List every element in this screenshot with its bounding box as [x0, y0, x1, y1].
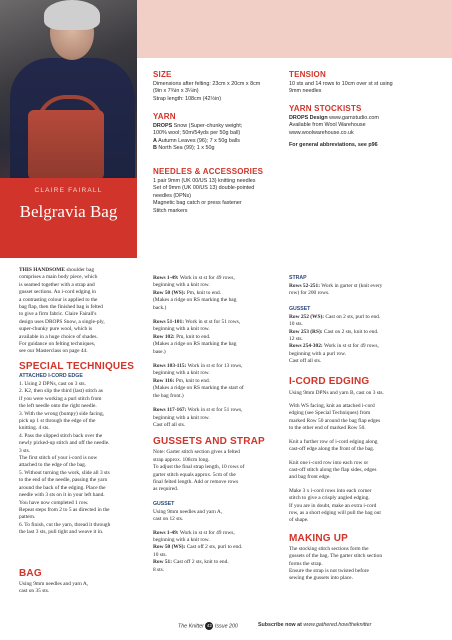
special-line: You have now completed 1 row.	[19, 499, 89, 506]
special-line: the last 3 sts, pull tight and weave it in.	[19, 529, 104, 536]
icord-line: Knit a further row of i-cord edging along	[289, 438, 378, 445]
special-line: pattern.	[19, 514, 36, 521]
icord-line: Using 9mm DPNs and yarn B, cast on 3 sts.	[289, 389, 384, 396]
model-hair	[44, 0, 100, 30]
size-line: Dimensions after felting: 23cm x 20cm x 8cm	[153, 81, 261, 87]
special-line: around the back of the edging. Place the	[19, 484, 106, 491]
footer	[0, 620, 452, 632]
row-text: back.)	[153, 304, 167, 311]
column-3	[289, 275, 439, 583]
needles-line: 1 pair 9mm (UK 00/US 13) knitting needles	[153, 178, 256, 184]
needles-line: needles (DPNs)	[153, 192, 192, 199]
page-number: 42	[206, 623, 212, 628]
tension-heading: TENSION	[289, 70, 326, 79]
gusset-note: garter stitch equals approx. 5cm of the	[153, 471, 236, 478]
designer-name: CLAIRE FAIRALL	[34, 187, 103, 194]
special-line: the left needle onto the right needle.	[19, 403, 97, 410]
gusset-note: strap approx. 108cm long.	[153, 456, 210, 463]
intro-line: gusset sections. An i-cord edging in	[19, 289, 96, 296]
bag-section	[19, 568, 147, 596]
row-text: 12 sts.	[289, 336, 303, 343]
intro-line: super-chunky pure wool, which is	[19, 326, 93, 333]
row-text: (Makes a ridge on RS marking the bag	[153, 341, 237, 348]
intro-line: comprises a main body piece, which	[19, 274, 98, 281]
row-label: Rows 1-49:	[153, 275, 179, 281]
yarn-line: 100% wool; 50m/54yds per 50g ball)	[153, 130, 241, 137]
intro-section	[19, 267, 147, 356]
row-text: Cast off all sts.	[289, 358, 322, 365]
row-label: Row 51:	[153, 559, 173, 566]
bag-heading: BAG	[19, 568, 42, 579]
row-label: Rows 51-101:	[153, 319, 184, 326]
icord-line: Make 3 x i-cord rows into each corner	[289, 487, 372, 494]
stockist-line: www.woolwarehouse.co.uk	[289, 129, 354, 136]
footer-left	[178, 622, 238, 630]
special-line: 3 sts.	[19, 447, 31, 454]
row-label: Row 253 (RS):	[289, 328, 323, 335]
row-text: beginning with a knit row.	[153, 536, 210, 543]
icord-line: Knit one i-cord row into each row or	[289, 459, 369, 466]
gusset-sub-2: GUSSET	[289, 305, 311, 312]
size-section	[153, 70, 293, 103]
magazine-name: The Knitter	[178, 623, 204, 630]
icord-line: cast-off edge along the front of the bag.	[289, 446, 375, 453]
row-text: (Makes a ridge on RS marking the start of	[153, 385, 244, 392]
stockist-brand: DROPS Design	[289, 115, 328, 121]
size-heading: SIZE	[153, 70, 172, 79]
special-line: Repeat steps from 2 to 5 as directed in the	[19, 506, 110, 513]
needles-heading: NEEDLES & ACCESSORIES	[153, 167, 264, 176]
special-line: attached to the edge of the bag.	[19, 462, 87, 469]
pink-header-band	[137, 0, 452, 58]
bag-shape	[28, 110, 104, 178]
intro-line: shoulder bag	[64, 267, 95, 273]
stockist-line: Available from Wool Warehouse	[289, 122, 366, 129]
row-text: Cast on 2 sts, purl to end.	[324, 313, 381, 320]
hero-photo	[0, 0, 137, 178]
special-line: if you were working a purl stitch from	[19, 395, 102, 402]
icord-line: row, as a short edging will pull the bag out	[289, 509, 381, 516]
special-line: 1. Using 2 DPNs, cast on 3 sts.	[19, 381, 86, 387]
icord-line: stitch to give a crisply angled edging.	[289, 495, 370, 502]
making-line: forms the strap.	[289, 560, 323, 567]
colour-a-letter: A	[153, 137, 157, 144]
icord-line: to the other end of marked Row 50.	[289, 425, 366, 432]
row-text: the bag front.)	[153, 392, 184, 399]
intro-line: to give a firm fabric. Claire Fairall's	[19, 311, 97, 318]
row-text: 8 sts.	[153, 566, 165, 573]
row-text: Work in st st for 49 rows,	[322, 343, 379, 350]
bag-line: cast on 35 sts.	[19, 588, 50, 595]
row-label: Rows 1-49:	[153, 529, 179, 536]
row-text: beginning with a knit row.	[153, 414, 210, 421]
row-text: base.)	[153, 348, 166, 355]
gusset-note: final felted length. Add or remove rows	[153, 478, 239, 485]
row-text: Pm, knit to end.	[185, 289, 221, 296]
icord-line: and bag front edge.	[289, 474, 331, 481]
row-label: Rows 103-115:	[153, 363, 187, 370]
row-text: Work in st st for 49 rows,	[178, 529, 235, 536]
yarn-section	[153, 112, 293, 153]
row-label: Rows 52-251:	[289, 283, 320, 289]
row-text: Cast off 2 sts, knit to end.	[172, 559, 229, 566]
page-title: Belgravia Bag	[19, 202, 118, 221]
special-line: 3. With the wrong (bumpy) side facing,	[19, 410, 105, 417]
row-text: row) for 200 rows.	[289, 290, 330, 297]
gusset-note: as required.	[153, 486, 179, 493]
row-text: Pm, knit to end.	[174, 333, 211, 340]
icord-line: cast-off stitch along the flap sides, edges	[289, 466, 377, 473]
gusset-intro: Using 9mm needles and yarn A,	[153, 508, 223, 515]
row-text: 10 sts.	[153, 551, 167, 558]
stockists-heading: YARN STOCKISTS	[289, 104, 362, 113]
row-text: beginning with a knit row.	[153, 282, 210, 289]
gusset-note: Note: Garter stitch section gives a felted	[153, 449, 240, 456]
row-label: Row 252 (WS):	[289, 313, 325, 320]
bag-line: Using 9mm needles and yarn A,	[19, 581, 89, 587]
strap-sub: STRAP	[289, 275, 307, 281]
needles-line: Stitch markers	[153, 207, 188, 214]
icord-line: If you are in doubt, make an extra i-cord	[289, 502, 377, 509]
row-text: beginning with a knit row.	[153, 326, 210, 333]
colour-b: North Sea (99); 1 x 50g	[156, 145, 215, 152]
stockist-line: www.garnstudio.com	[327, 115, 379, 121]
making-line: The stocking stitch sections form the	[289, 545, 369, 552]
intro-lead: THIS HANDSOME	[19, 267, 65, 273]
special-line: to the end of the needle, passing the yarn	[19, 477, 108, 484]
intro-line: bag flap, then the finished bag is felted	[19, 304, 103, 311]
footer-right	[258, 622, 371, 628]
icord-line: marked Row 50 around the bag flap edges	[289, 417, 381, 424]
gusset-intro: cast on 12 sts.	[153, 516, 184, 523]
special-line: newly picked-up stitch and off the needle.	[19, 440, 110, 447]
row-text: Pm, knit to end.	[174, 377, 211, 384]
subscribe-link[interactable]: www.gathered.how/theknitter	[303, 622, 372, 628]
icord-line: edging (see Special Techniques) from	[289, 410, 371, 417]
making-line: gussets of the bag. The garter stitch section	[289, 553, 383, 560]
gusset-note: To adjust the final strap length, 10 rows of	[153, 464, 245, 471]
intro-line: For guidance on felting techniques,	[19, 341, 96, 348]
colour-a: Autumn Leaves (96); 7 x 50g balls	[156, 137, 240, 144]
size-line: (9in x 7¾in x 3¼in)	[153, 88, 199, 95]
stockists-section	[289, 104, 449, 150]
making-line: sewing the gussets into place.	[289, 575, 353, 582]
making-up-heading: MAKING UP	[289, 532, 349, 544]
special-heading: SPECIAL TECHNIQUES	[19, 361, 135, 372]
row-label: Row 50 (WS):	[153, 289, 186, 296]
row-text: (Makes a ridge on RS marking the bag	[153, 297, 237, 304]
row-text: Work in st st for 51 rows,	[184, 319, 241, 326]
row-text: Work in st st for 13 rows,	[186, 363, 243, 370]
colour-b-letter: B	[153, 145, 157, 152]
tension-section	[289, 70, 449, 96]
yarn-brand: DROPS	[153, 123, 173, 129]
intro-line: a contrasting colour is applied to the	[19, 296, 98, 303]
icord-line: of shape.	[289, 517, 309, 524]
icord-heading: I-CORD EDGING	[289, 375, 370, 387]
row-text: Work in st st for 49 rows,	[178, 275, 235, 281]
special-line: needle with 3 sts on it in your left hand.	[19, 492, 105, 499]
issue-number: Issue 200	[214, 623, 238, 630]
special-line: knitting. 4 sts.	[19, 425, 50, 432]
needles-section	[153, 167, 293, 215]
gusset-sub: GUSSET	[153, 500, 175, 507]
column-2	[153, 275, 281, 574]
special-line: 5. Without turning the work, slide all 3 sts	[19, 469, 110, 476]
row-label: Row 102:	[153, 333, 175, 340]
intro-line: available in a huge choice of shades.	[19, 333, 98, 340]
special-line: 2. K2, then slip the third (last) stitch as	[19, 388, 103, 395]
special-techniques-section	[19, 361, 147, 537]
row-text: Cast off all sts.	[153, 421, 186, 428]
row-text: beginning with a knit row.	[153, 370, 210, 377]
special-sub: ATTACHED I-CORD EDGE	[19, 373, 83, 379]
size-line: Strap length: 108cm (42½in)	[153, 95, 222, 102]
row-label: Rows 117-167:	[153, 407, 187, 414]
row-text: Work in st st for 51 rows,	[186, 407, 243, 414]
row-text: beginning with a purl row.	[289, 350, 346, 357]
icord-line: With WS facing, knit an attached i-cord	[289, 403, 375, 410]
special-line: The first stitch of your i-cord is now	[19, 455, 98, 462]
subscribe-text: Subscribe now at	[258, 622, 304, 628]
intro-line: design uses DROPS Snow, a single-ply,	[19, 318, 105, 325]
yarn-heading: YARN	[153, 112, 176, 121]
making-line: Ensure the strap is not twisted before	[289, 567, 369, 574]
intro-line: is seamed together with a strap and	[19, 281, 95, 288]
yarn-line: Snow (Super-chunky weight;	[172, 123, 243, 129]
special-line: 6. To finish, cut the yarn, thread it through	[19, 521, 111, 528]
abbrev-note: For general abbreviations, see p96	[289, 142, 378, 149]
special-line: 4. Pass the slipped stitch back over the	[19, 432, 103, 439]
row-text: Work in garter st (knit every	[320, 283, 383, 289]
row-text: Cast on 2 sts, knit to end.	[322, 328, 379, 335]
needles-line: Set of 9mm (UK 00/US 13) double-pointed	[153, 185, 255, 192]
tension-line: 9mm needles	[289, 88, 322, 95]
needles-line: Magnetic bag catch or press fastener	[153, 200, 242, 207]
row-text: Cast off 2 sts, purl to end.	[185, 544, 243, 551]
row-text: 10 sts.	[289, 321, 303, 328]
tension-line: 10 sts and 14 rows to 10cm over st st using	[289, 81, 393, 87]
row-label: Row 116:	[153, 377, 175, 384]
special-line: pick up 1 st through the edge of the	[19, 418, 96, 425]
gussets-heading: GUSSETS AND STRAP	[153, 436, 265, 448]
intro-line: see our Masterclass on page 44.	[19, 348, 88, 355]
title-box	[0, 178, 137, 258]
row-label: Row 50 (WS):	[153, 544, 186, 551]
row-label: Rows 254-302:	[289, 343, 323, 350]
